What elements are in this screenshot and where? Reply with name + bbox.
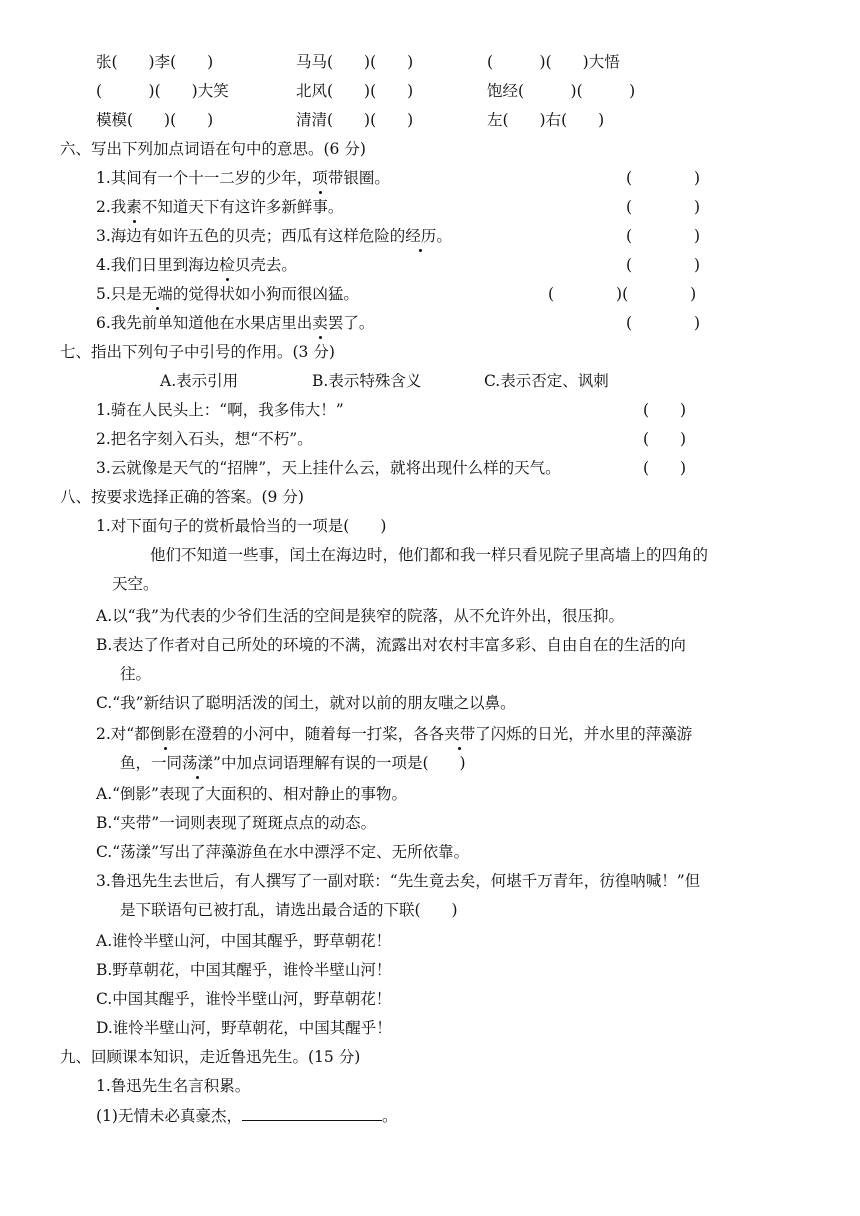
sec6-answer-4: ( ) <box>626 256 701 274</box>
sec8-q3-option-b: B.野草朝花，中国其醒乎，谁怜半壁山河！ <box>96 961 392 979</box>
sec9-sub-1: 1.鲁迅先生名言积累。 <box>96 1077 251 1095</box>
idiom-blank-3: ( )( )大悟 <box>487 53 620 71</box>
sec6-question-2: 2.我素不知道天下有这许多新鲜事。 <box>96 198 344 216</box>
sec8-q1-option-a: A.以“我”为代表的少爷们生活的空间是狭窄的院落，从不允许外出，很压抑。 <box>96 607 624 625</box>
sec6-question-4: 4.我们日里到海边检贝壳去。 <box>96 256 297 274</box>
sec8-q3-stem-line-1: 3.鲁迅先生去世后，有人撰写了一副对联：“先生竟去矣，何堪千万青年，彷徨呐喊！”但 <box>96 872 701 890</box>
idiom-blank-7: 模模( )( ) <box>96 111 214 129</box>
section-6-heading: 六、写出下列加点词语在句中的意思。(6 分) <box>60 140 366 158</box>
section-7-heading: 七、指出下列句子中引号的作用。(3 分) <box>60 343 335 361</box>
dotted-word: 素 <box>126 198 142 216</box>
sec8-q3-option-c: C.中国其醒乎，谁怜半壁山河，野草朝花！ <box>96 990 392 1008</box>
sec6-question-6: 6.我先前单知道他在水果店里出卖罢了。 <box>96 314 375 332</box>
sec8-q1-option-b: B.表达了作者对自己所处的环境的不满，流露出对农村丰富多彩、自由自在的生活的向 <box>96 636 686 654</box>
sec8-q2-stem-line-2: 鱼，一同荡漾”中加点词语理解有误的一项是( ) <box>120 754 466 772</box>
sec9-item-1: (1)无情未必真豪杰， 。 <box>96 1104 397 1127</box>
sec8-q2-option-c: C.“荡漾”写出了萍藻游鱼在水中漂浮不定、无所依靠。 <box>96 843 470 861</box>
sec6-answer-2: ( ) <box>626 198 701 216</box>
sec8-q1-option-c: C.“我”新结识了聪明活泼的闰土，就对以前的朋友嗤之以鼻。 <box>96 694 516 712</box>
sec8-q1-option-b-cont: 往。 <box>120 665 152 683</box>
sec7-answer-1: ( ) <box>643 401 687 419</box>
dotted-word: 无端 <box>141 285 173 303</box>
dotted-word: 荡漾 <box>182 754 214 772</box>
sec8-q2-option-a: A.“倒影”表现了大面积的、相对静止的事物。 <box>96 785 407 803</box>
sec7-question-2: 2.把名字刻入石头，想“不朽”。 <box>96 430 313 448</box>
idiom-blank-1: 张( )李( ) <box>96 53 214 71</box>
idiom-blank-4: ( )( )大笑 <box>96 82 229 100</box>
dotted-word: 经历 <box>405 227 437 245</box>
idiom-blank-2: 马马( )( ) <box>296 53 414 71</box>
sec6-question-1: 1.其间有一个十一二岁的少年，项带银圈。 <box>96 169 390 187</box>
answer-blank[interactable] <box>242 1104 382 1121</box>
section-9-heading: 九、回顾课本知识，走近鲁迅先生。(15 分) <box>60 1048 361 1066</box>
sec8-q1-quote-line-1: 他们不知道一些事，闰土在海边时，他们都和我一样只看见院子里高墙上的四角的 <box>150 546 709 564</box>
sec8-q2-option-b: B.“夹带”一词则表现了斑斑点点的动态。 <box>96 814 377 832</box>
sec7-question-1: 1.骑在人民头上：“啊，我多伟大！” <box>96 401 344 419</box>
sec8-q2-stem-line-1: 2.对“都倒影在澄碧的小河中，随着每一打桨，各各夹带了闪烁的日光，并水里的萍藻游 <box>96 725 693 743</box>
sec6-answer-6: ( ) <box>626 314 701 332</box>
dotted-word: 卖 <box>312 314 328 332</box>
sec8-q3-option-d: D.谁怜半壁山河，野草朝花，中国其醒乎！ <box>96 1019 392 1037</box>
sec8-q3-stem-line-2: 是下联语句已被打乱，请选出最合适的下联( ) <box>120 901 458 919</box>
sec7-answer-3: ( ) <box>643 459 687 477</box>
idiom-blank-6: 饱经( )( ) <box>487 82 636 100</box>
sec8-q3-option-a: A.谁怜半壁山河，中国其醒乎，野草朝花！ <box>96 932 392 950</box>
section-8-heading: 八、按要求选择正确的答案。(9 分) <box>60 488 304 506</box>
idiom-blank-8: 清清( )( ) <box>296 111 414 129</box>
sec7-option-b: B.表示特殊含义 <box>312 372 422 390</box>
sec7-answer-2: ( ) <box>643 430 687 448</box>
idiom-blank-5: 北风( )( ) <box>296 82 414 100</box>
sec8-q1-quote-line-2: 天空。 <box>112 575 159 593</box>
dotted-word: 检 <box>219 256 235 274</box>
sec6-answer-5: ( )( ) <box>548 285 697 303</box>
sec7-option-a: A.表示引用 <box>160 372 239 390</box>
sec6-question-5: 5.只是无端的觉得状如小狗而很凶猛。 <box>96 285 359 303</box>
sec6-answer-3: ( ) <box>626 227 701 245</box>
sec8-q1-stem: 1.对下面句子的赏析最恰当的一项是( ) <box>96 517 387 535</box>
dotted-word: 倒影 <box>149 725 181 743</box>
idiom-blank-9: 左( )右( ) <box>487 111 605 129</box>
sec6-question-3: 3.海边有如许五色的贝壳；西瓜有这样危险的经历。 <box>96 227 452 245</box>
sec6-answer-1: ( ) <box>626 169 701 187</box>
dotted-word: 项 <box>312 169 328 187</box>
sec7-option-c: C.表示否定、讽刺 <box>484 372 609 390</box>
dotted-word: 夹带 <box>444 725 476 743</box>
sec7-question-3: 3.云就像是天气的“招牌”，天上挂什么云，就将出现什么样的天气。 <box>96 459 561 477</box>
